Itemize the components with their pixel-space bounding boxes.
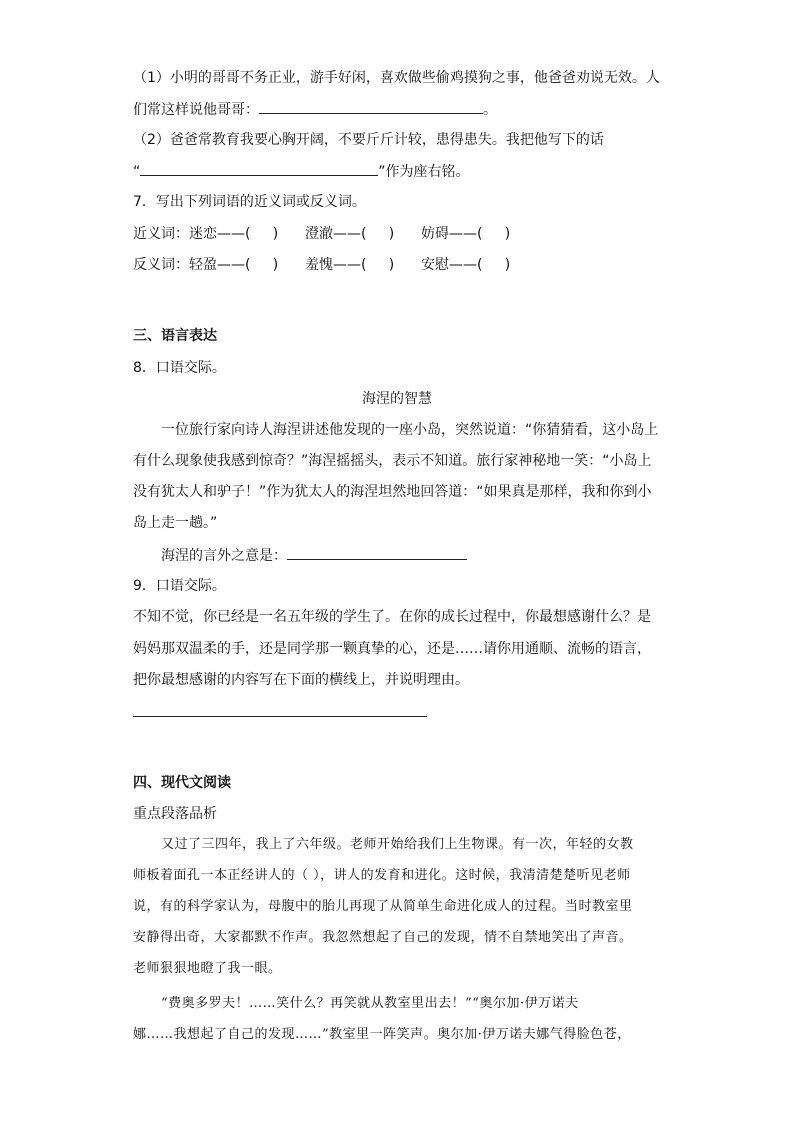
passage-line: 娜……我想起了自己的发现……”教室里一阵笑声。奥尔加·伊万诺夫娜气得脸色苍， bbox=[133, 1027, 631, 1042]
q7-title: 7．写出下列词语的近义词或反义词。 bbox=[133, 194, 366, 210]
answer-paren[interactable]: ( ) bbox=[245, 257, 279, 273]
synonym-item: 迷恋——( ) bbox=[189, 224, 291, 244]
q6-item2-blank[interactable] bbox=[140, 161, 378, 176]
q9-title: 9．口语交际。 bbox=[133, 578, 226, 594]
section3-heading: 三、语言表达 bbox=[133, 328, 217, 344]
story-line: 一位旅行家向诗人海涅讲述他发现的一座小岛，突然说道：“你猜猜看，这小岛上 bbox=[161, 422, 659, 438]
q9-answer-line[interactable] bbox=[133, 716, 427, 717]
q6-item2-close: ”作为座右铭。 bbox=[378, 164, 470, 180]
synonym-item: 澄澈——( ) bbox=[305, 224, 407, 244]
story-line: 岛上走一趟。” bbox=[133, 515, 218, 531]
q8-title: 8．口语交际。 bbox=[133, 360, 226, 376]
q6-item2-line2 bbox=[133, 161, 470, 182]
answer-paren[interactable]: ( ) bbox=[361, 226, 395, 242]
answer-paren[interactable]: ( ) bbox=[477, 226, 511, 242]
antonym-item: 羞愧——( ) bbox=[305, 255, 407, 275]
q6-item1-line2 bbox=[133, 99, 497, 120]
q6-item1-prefix: 们常这样说他哥哥： bbox=[133, 102, 259, 118]
passage-line: 又过了三四年，我上了六年级。老师开始给我们上生物课。有一次，年轻的女教 bbox=[161, 837, 634, 852]
story-line: 有什么现象使我感到惊奇？”海涅摇摇头，表示不知道。旅行家神秘地一笑：“小岛上 bbox=[133, 453, 652, 469]
q9-line: 不知不觉，你已经是一名五年级的学生了。在你的成长过程中，你最想感谢什么？是 bbox=[133, 609, 651, 625]
answer-paren[interactable]: ( ) bbox=[245, 226, 279, 242]
synonym-item: 妨碍——( ) bbox=[421, 224, 523, 244]
antonym-item: 轻盈——( ) bbox=[189, 255, 291, 275]
passage-line: “费奥多罗夫！……笑什么？再笑就从教室里出去！”“奥尔加·伊万诺夫 bbox=[161, 996, 579, 1011]
passage-line: 师板着面孔一本正经讲人的（ ），讲人的发育和进化。这时候，我清清楚楚听见老师 bbox=[133, 868, 631, 883]
q7-antonyms-row bbox=[133, 255, 523, 275]
story-line: 没有犹太人和驴子！”作为犹太人的海涅坦然地回答道：“如果真是那样，我和你到小 bbox=[133, 484, 652, 500]
q7-synonyms-row bbox=[133, 224, 523, 244]
answer-paren[interactable]: ( ) bbox=[361, 257, 395, 273]
q6-item1-blank[interactable] bbox=[259, 99, 483, 114]
q9-line: 把你最想感谢的内容写在下面的横线上，并说明理由。 bbox=[133, 672, 469, 688]
q6-item2-line1: （2）爸爸常教育我要心胸开阔，不要斤斤计较，患得患失。我把他写下的话 bbox=[133, 132, 604, 148]
q8-answer-prompt: 海涅的言外之意是： bbox=[161, 548, 287, 564]
section4-heading: 四、现代文阅读 bbox=[133, 775, 231, 791]
q6-item1-suffix: 。 bbox=[483, 102, 497, 118]
q8-answer-row bbox=[161, 545, 467, 566]
q6-item1-line1: （1）小明的哥哥不务正业，游手好闲，喜欢做些偷鸡摸狗之事，他爸爸劝说无效。人 bbox=[133, 70, 660, 86]
q9-line: 妈妈那双温柔的手，还是同学那一颗真挚的心，还是……请你用通顺、流畅的语言， bbox=[133, 641, 651, 657]
story-title: 海涅的智慧 bbox=[362, 391, 432, 407]
q8-answer-blank[interactable] bbox=[287, 545, 467, 560]
antonym-item: 安慰——( ) bbox=[421, 255, 523, 275]
passage-line: 安静得出奇，大家都默不作声。我忽然想起了自己的发现，情不自禁地笑出了声音。 bbox=[133, 930, 633, 945]
answer-paren[interactable]: ( ) bbox=[477, 257, 511, 273]
q6-item2-open-quote: “ bbox=[133, 164, 141, 180]
q7-synonyms-label: 近义词： bbox=[133, 226, 189, 242]
passage-line: 说，有的科学家认为，母腹中的胎儿再现了从简单生命进化成人的过程。当时教室里 bbox=[133, 899, 633, 914]
q7-antonyms-label: 反义词： bbox=[133, 257, 189, 273]
section4-subheading: 重点段落品析 bbox=[133, 806, 217, 822]
passage-line: 老师狠狠地瞪了我一眼。 bbox=[133, 961, 282, 976]
